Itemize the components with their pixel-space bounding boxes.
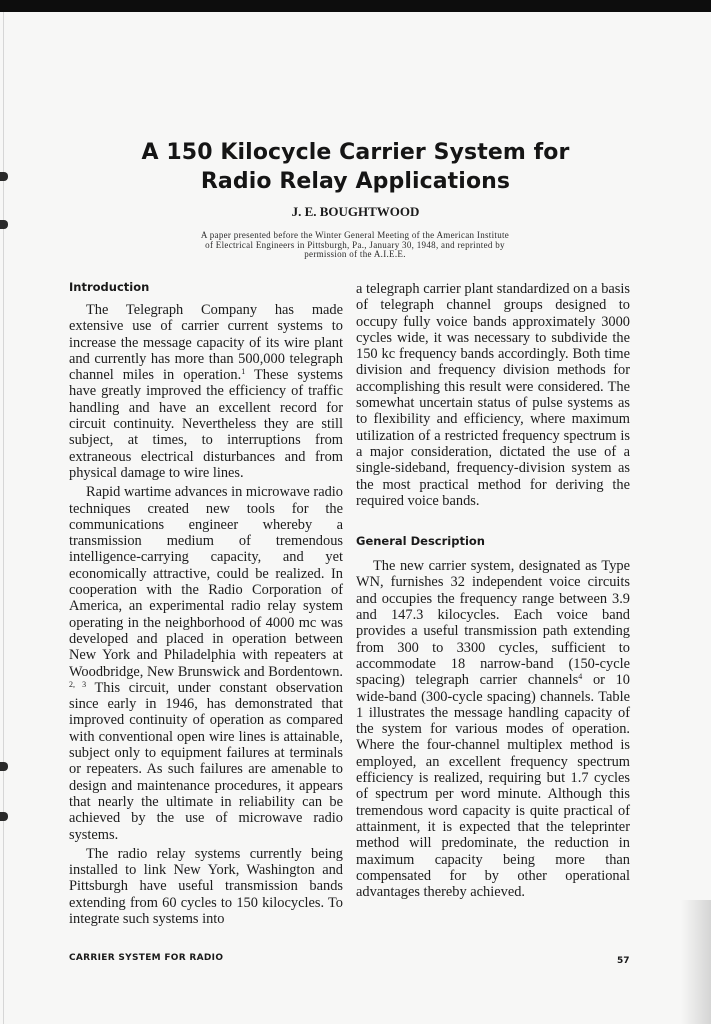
text-run: Rapid wartime advances in microwave radio techniques created new tools for the communications engineer whereby a transmission medium of tremendous intelligence-carrying capacity, and yet economically attractive, could be realized. In cooperation with the Radio Corporation of America, an experimental radio relay system operating in the neighborhood of 4000 mc was developed and placed in operation between New York and Philadelphia with repeaters at Woodbridge, New Brunswick and Bordentown. — [69, 484, 343, 680]
section-heading-introduction: Introduction — [69, 280, 150, 294]
paragraph — [69, 302, 343, 481]
running-footer-title: CARRIER SYSTEM FOR RADIO — [69, 953, 224, 963]
footnote-ref: 2, 3 — [69, 679, 87, 689]
page-number: 57 — [617, 956, 630, 966]
footnote-ref: 1 — [241, 367, 246, 377]
paragraph — [356, 558, 630, 900]
left-column — [69, 280, 343, 927]
title-line-2: Radio Relay Applications — [200, 169, 511, 194]
note-line-1: A paper presented before the Winter General Meeting of the American Institute — [200, 230, 510, 240]
scan-top-border — [0, 0, 711, 12]
binding-mark — [0, 220, 8, 229]
text-run: These systems have greatly improved the efficiency of traffic handling and have an excellent record for circuit continuity. Nevertheless they are still subject, at times, to interruptions from extraneous electrical disturbances and from physical damage to wire lines. — [69, 367, 343, 481]
title-line-1: A 150 Kilocycle Carrier System for — [141, 140, 570, 165]
text-run: This circuit, under constant observation since early in 1946, has demonstrated that improved continuity of operation as compared with conventional open wire lines is attainable, subject only to equipment failures at terminals or repeaters. As such failures are amenable to design and maintenance procedures, it appears that nearly the ultimate in reliability can be achieved by the use of microwave radio systems. — [69, 679, 343, 843]
footnote-ref: 4 — [578, 672, 583, 682]
page-shadow — [681, 900, 711, 1024]
author-name: J. E. BOUGHTWOOD — [291, 204, 420, 219]
text-run: The new carrier system, designated as Type WN, furnishes 32 independent voice circuits and occupies the frequency range between 3.9 and 147.3 kilocycles. Each voice band provides a useful transmission path extending from 300 to 3300 cycles, sufficient to accommodate 18 narrow-band (150-cycle spacing) telegraph carrier channels — [356, 558, 630, 689]
presentation-note — [150, 231, 560, 260]
paragraph — [69, 484, 343, 843]
paragraph-continued: a telegraph carrier plant standardized on a basis of telegraph channel groups designed to occupy fully voice bands approximately 3000 cycles wide, it was necessary to subdivide the 150 kc frequency bands accordingly. Both time division and frequency division methods for accomplishing this result were considered. The somewhat uncertain status of pulse systems as to flexibility and efficiency, where maximum utilization of a restricted frequency spectrum is a major consideration, dictated the use of a single-sideband, frequency-division system as the most practical method for deriving the required voice bands. — [356, 281, 630, 509]
section-heading-general-description: General Description — [356, 534, 485, 549]
text-run: or 10 wide-band (300-cycle spacing) channels. Table 1 illustrates the message handling capacity of the system for various modes of operation. Where the four-channel multiplex method is employed, an excellent frequency spectrum efficiency is realized, requiring but 1.7 cycles of spectrum per word minute. Although this tremendous word capacity is quite practical of attainment, it is expected that the teleprinter method will predominate, the reduction in maximum capacity being more than compensated for by other operational advantages thereby achieved. — [356, 672, 631, 901]
note-line-3: permission of the A.I.E.E. — [304, 249, 406, 260]
text-run: The Telegraph Company has made extensive use of carrier current systems to increase the message capacity of its wire plant and currently has more than 500,000 telegraph channel miles in operation. — [69, 302, 343, 384]
binding-mark — [0, 812, 8, 821]
right-column — [356, 281, 630, 900]
article-title — [0, 138, 711, 196]
paragraph: The radio relay systems currently being installed to link New York, Washington and Pittsburgh have useful transmission bands extending from 60 cycles to 150 kilocycles. To integrate such systems into — [69, 845, 343, 927]
note-line-2: of Electrical Engineers in Pittsburgh, Pa., January 30, 1948, and reprinted by — [205, 239, 505, 250]
binding-mark — [0, 762, 8, 771]
